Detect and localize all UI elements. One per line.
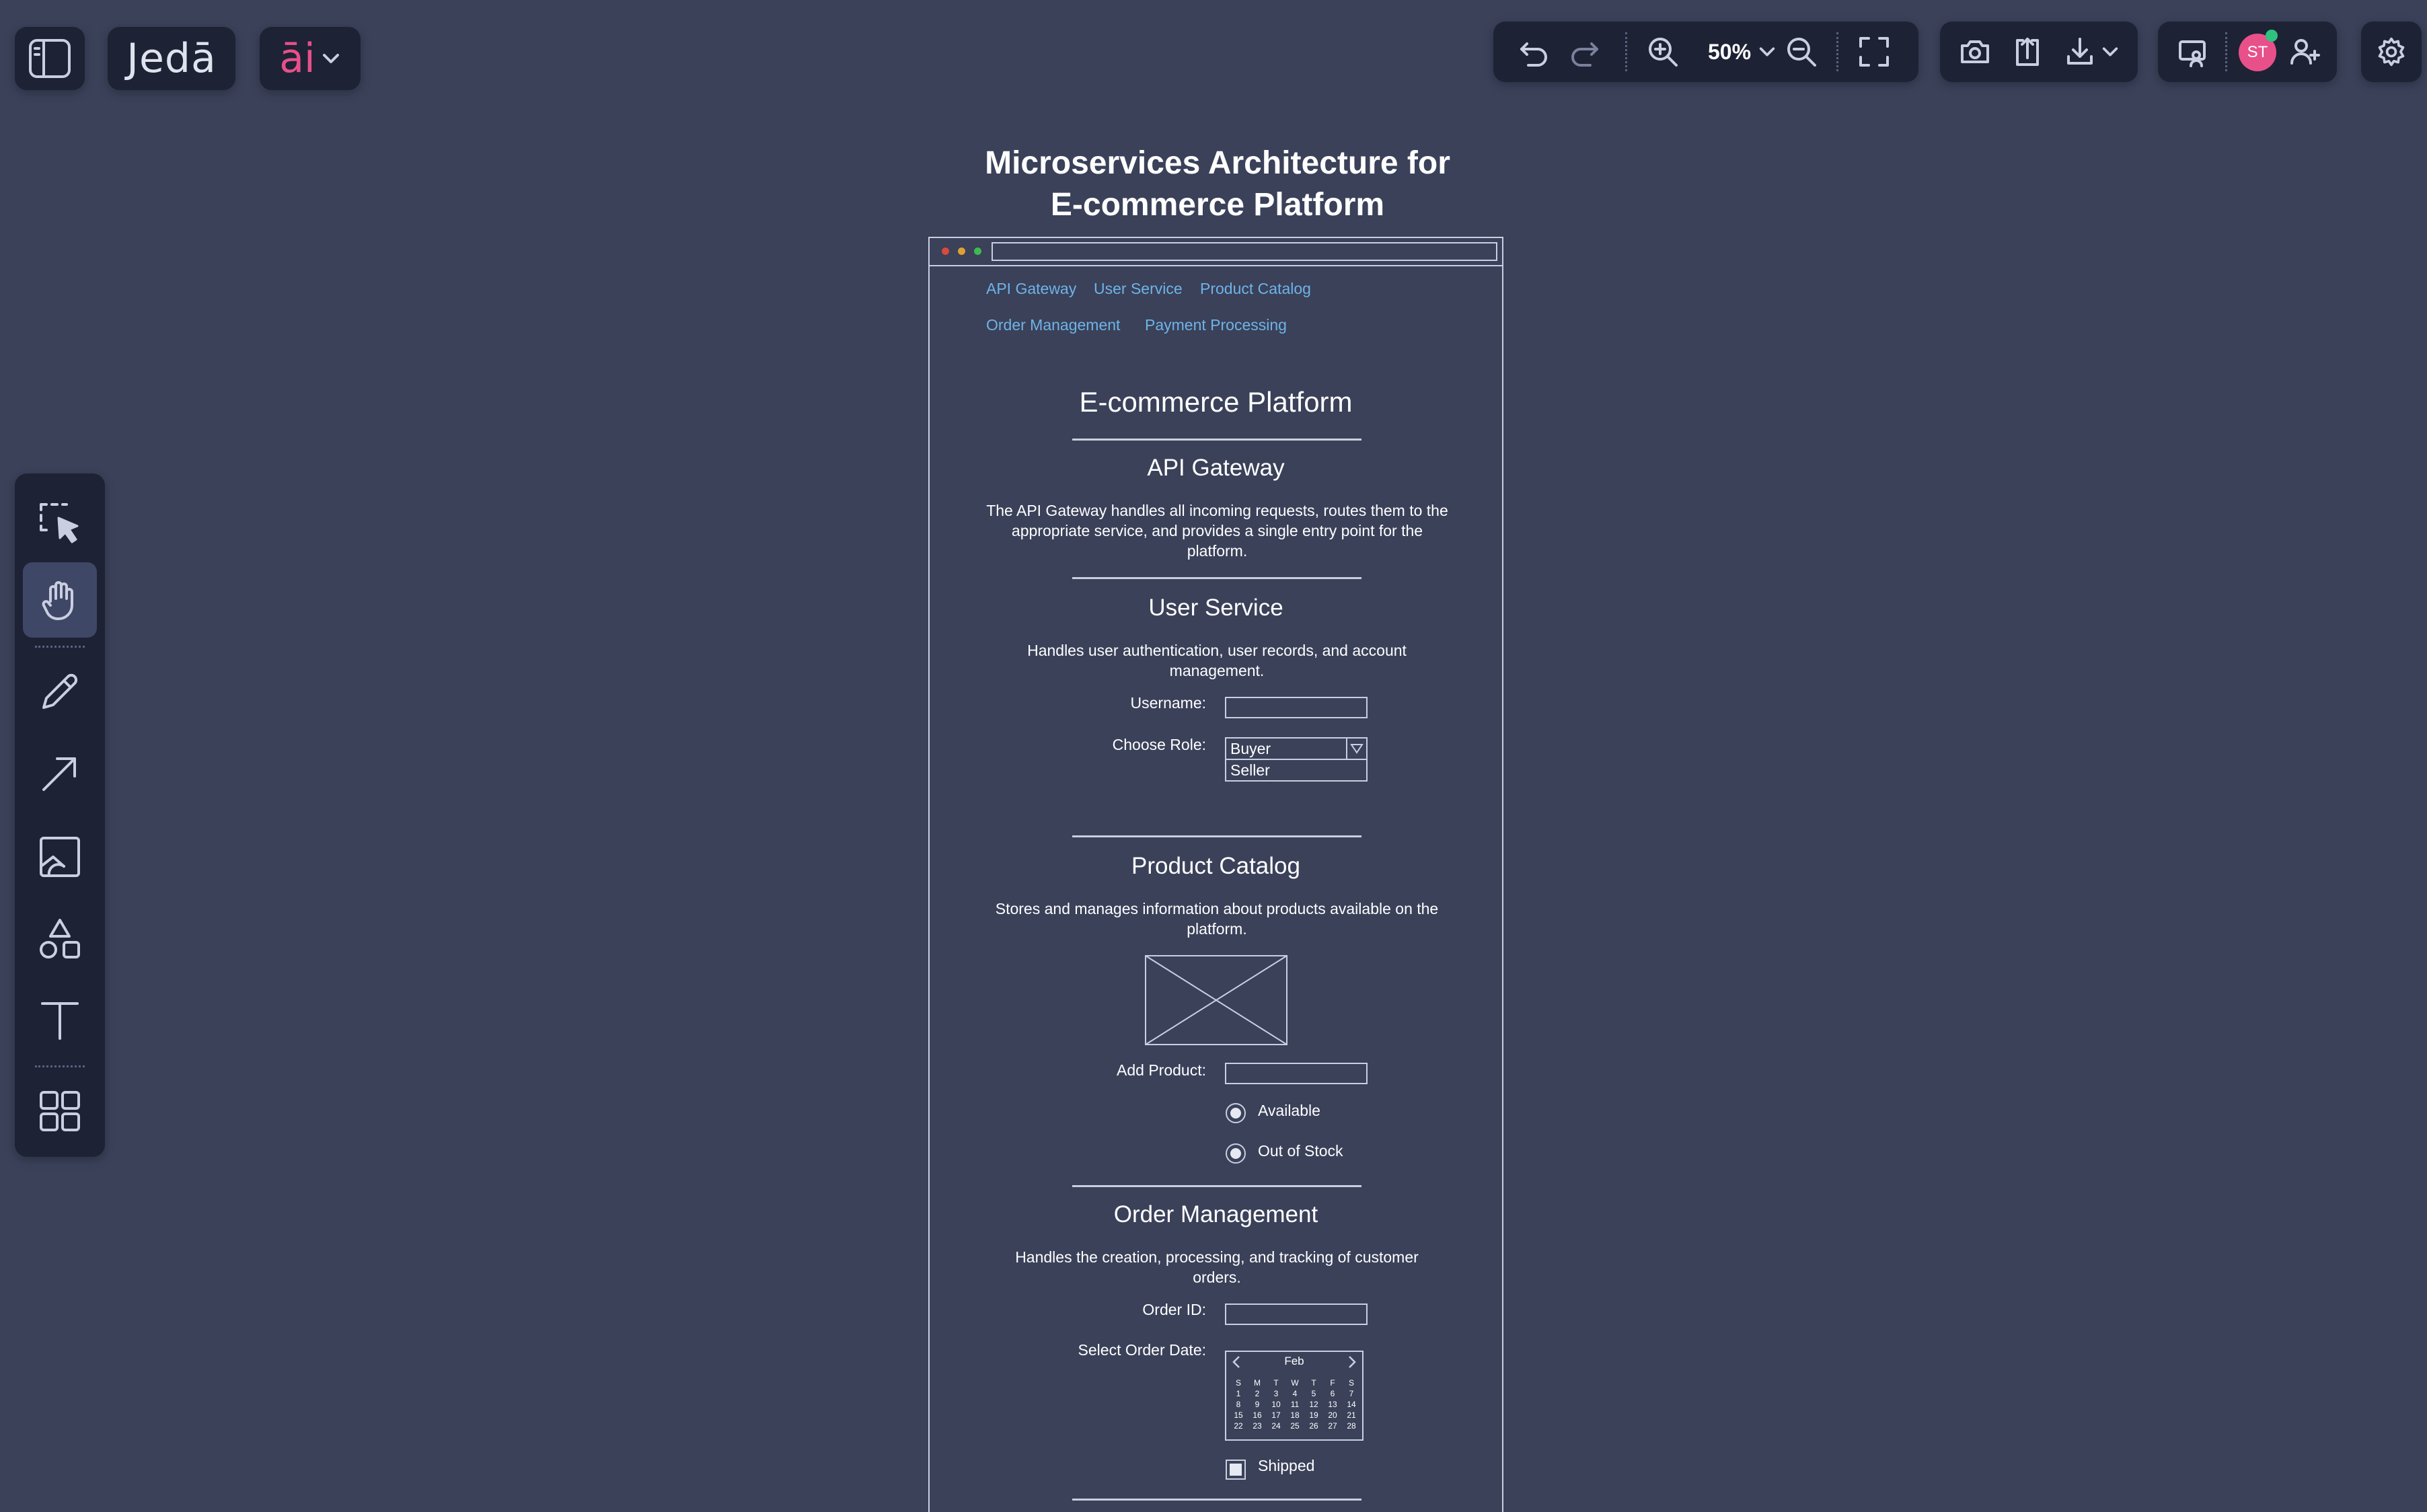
camera-icon	[1958, 35, 1992, 69]
calendar-day[interactable]: 2	[1255, 1389, 1260, 1398]
image-tool[interactable]	[23, 821, 97, 893]
zoom-in-button[interactable]	[1643, 32, 1683, 72]
calendar-day[interactable]: 10	[1271, 1400, 1281, 1409]
arrow-tool[interactable]	[23, 737, 97, 810]
window-close-dot	[942, 248, 949, 255]
brand-logo[interactable]	[108, 27, 235, 90]
avatar-initials: ST	[2247, 43, 2268, 61]
calendar-grid	[1229, 1377, 1361, 1431]
calendar-day[interactable]: 20	[1328, 1410, 1337, 1420]
nav-link-api-gateway[interactable]: API Gateway	[986, 280, 1077, 297]
url-bar	[992, 242, 1497, 261]
window-maximize-dot	[974, 248, 981, 255]
calendar-day[interactable]: 6	[1330, 1389, 1335, 1398]
select-tool[interactable]	[23, 487, 97, 560]
calendar-day[interactable]: 4	[1292, 1389, 1298, 1398]
text-tool[interactable]	[23, 983, 97, 1056]
calendar-day[interactable]: 3	[1273, 1389, 1279, 1398]
calendar-day[interactable]: 21	[1347, 1410, 1356, 1420]
redo-icon	[1567, 34, 1602, 69]
image-icon	[37, 834, 83, 880]
calendar-day[interactable]: 23	[1253, 1421, 1262, 1431]
diagram-title-line-1: Microservices Architecture for	[985, 145, 1450, 181]
calendar-day[interactable]: 12	[1309, 1400, 1318, 1409]
role-select[interactable]	[1225, 737, 1368, 760]
calendar-weekday: T	[1273, 1378, 1279, 1388]
add-product-input[interactable]	[1225, 1063, 1368, 1084]
calendar-day[interactable]: 25	[1290, 1421, 1300, 1431]
calendar-day[interactable]: 15	[1234, 1410, 1243, 1420]
undo-icon	[1516, 34, 1551, 69]
section-description-product-catalog: Stores and manages information about products available on the platform.	[995, 900, 1439, 938]
download-dropdown[interactable]	[2054, 32, 2128, 72]
calendar-day[interactable]: 28	[1347, 1421, 1356, 1431]
chevron-right-icon[interactable]	[1346, 1355, 1358, 1369]
section-heading-product-catalog: Product Catalog	[1131, 853, 1300, 879]
undo-button[interactable]	[1514, 32, 1554, 72]
wireframe-browser-frame[interactable]	[928, 237, 1503, 1512]
calendar-day[interactable]: 1	[1236, 1389, 1241, 1398]
calendar-day[interactable]: 8	[1236, 1400, 1241, 1409]
sidebar-icon	[28, 36, 72, 81]
zoom-level-dropdown[interactable]	[1688, 32, 1796, 72]
calendar-day[interactable]: 27	[1328, 1421, 1337, 1431]
file-upload-icon	[2011, 35, 2044, 69]
select-icon	[36, 499, 84, 547]
screenshot-button[interactable]	[1955, 32, 1995, 72]
section-description-user-service: Handles user authentication, user records, and account management.	[1027, 642, 1407, 679]
history-zoom-toolbar	[1493, 22, 1918, 82]
hand-tool[interactable]	[23, 562, 97, 638]
role-option-seller-label: Seller	[1230, 761, 1270, 779]
export-toolbar	[1940, 22, 2138, 82]
zoom-in-icon	[1645, 34, 1680, 69]
shipped-checkbox[interactable]	[1226, 1460, 1246, 1480]
calendar-day[interactable]: 19	[1309, 1410, 1318, 1420]
brand-wordmark: Jedā	[126, 35, 217, 82]
order-id-label: Order ID:	[1142, 1301, 1206, 1318]
nav-link-order-management[interactable]: Order Management	[986, 316, 1121, 334]
choose-role-label: Choose Role:	[1112, 736, 1206, 753]
image-placeholder-icon	[1145, 955, 1287, 1045]
calendar-day[interactable]: 26	[1309, 1421, 1318, 1431]
redo-button[interactable]	[1565, 32, 1605, 72]
calendar-day[interactable]: 5	[1311, 1389, 1316, 1398]
radio-available-label: Available	[1258, 1102, 1320, 1119]
ai-menu-button[interactable]	[260, 27, 361, 90]
pencil-icon	[37, 669, 83, 714]
calendar-day[interactable]: 14	[1347, 1400, 1356, 1409]
calendar-day[interactable]: 18	[1290, 1410, 1300, 1420]
arrow-icon	[37, 751, 83, 796]
calendar-day[interactable]: 16	[1253, 1410, 1262, 1420]
add-product-label: Add Product:	[1117, 1061, 1206, 1079]
components-tool[interactable]	[23, 1075, 97, 1147]
ai-label: āi	[279, 35, 315, 82]
shipped-label: Shipped	[1258, 1457, 1315, 1474]
date-picker-calendar[interactable]	[1225, 1351, 1364, 1441]
present-button[interactable]	[2173, 32, 2213, 72]
section-heading-user-service: User Service	[1148, 595, 1283, 621]
shapes-icon	[37, 916, 83, 962]
zoom-level-value: 50%	[1707, 39, 1752, 64]
section-heading-api-gateway: API Gateway	[1147, 455, 1285, 481]
calendar-month: Feb	[1284, 1355, 1304, 1367]
settings-button[interactable]	[2361, 22, 2422, 82]
tool-rail	[15, 474, 105, 1157]
gear-icon	[2376, 36, 2407, 67]
calendar-weekday: F	[1330, 1378, 1335, 1388]
download-icon	[2063, 35, 2097, 69]
diagram-title[interactable]	[928, 143, 1507, 226]
section-heading-order-management: Order Management	[1113, 1201, 1318, 1227]
image-placeholder	[1145, 955, 1287, 1045]
zoom-out-button[interactable]	[1781, 32, 1822, 72]
chevron-down-icon	[321, 48, 341, 69]
section-divider	[1072, 1499, 1361, 1501]
presentation-icon	[2176, 35, 2210, 69]
username-input[interactable]	[1225, 697, 1368, 718]
zoom-out-icon	[1784, 34, 1819, 69]
fullscreen-icon	[1857, 34, 1892, 69]
window-minimize-dot	[958, 248, 965, 255]
section-divider	[1072, 835, 1361, 837]
components-icon	[37, 1088, 83, 1134]
sidebar-toggle-button[interactable]	[15, 27, 85, 90]
order-date-label: Select Order Date:	[1078, 1341, 1206, 1359]
shapes-tool[interactable]	[23, 903, 97, 975]
select-dropdown-button[interactable]	[1346, 739, 1366, 759]
text-icon	[37, 997, 83, 1043]
online-status-dot	[2266, 30, 2278, 42]
fit-screen-button[interactable]	[1854, 32, 1894, 72]
order-id-input[interactable]	[1225, 1303, 1368, 1325]
nav-link-user-service[interactable]: User Service	[1094, 280, 1183, 297]
hand-icon	[37, 577, 83, 623]
browser-bar	[930, 238, 1502, 266]
calendar-day[interactable]: 17	[1271, 1410, 1281, 1420]
calendar-weekday: S	[1348, 1378, 1354, 1388]
calendar-day[interactable]: 11	[1290, 1400, 1300, 1409]
section-divider	[1072, 439, 1361, 441]
radio-out-of-stock-label: Out of Stock	[1258, 1142, 1343, 1160]
triangle-down-icon	[1350, 743, 1364, 754]
section-divider	[1072, 1185, 1361, 1187]
page-heading: E-commerce Platform	[1079, 386, 1353, 418]
collaboration-toolbar	[2158, 22, 2337, 82]
add-collaborator-button[interactable]	[2284, 32, 2325, 72]
upload-button[interactable]	[2007, 32, 2048, 72]
calendar-weekday: S	[1235, 1378, 1241, 1388]
diagram-title-line-2: E-commerce Platform	[1050, 187, 1385, 223]
chevron-down-icon	[2101, 42, 2120, 61]
section-description-order-management: Handles the creation, processing, and tracking of customer orders.	[1015, 1248, 1419, 1286]
calendar-weekday: W	[1291, 1378, 1299, 1388]
pencil-tool[interactable]	[23, 655, 97, 728]
role-option-buyer: Buyer	[1230, 740, 1271, 757]
section-description-api-gateway: The API Gateway handles all incoming requests, routes them to the appropriate service, and provides a single entry point for the platform.	[986, 502, 1448, 560]
chevron-down-icon	[1758, 42, 1777, 61]
role-option-seller[interactable]	[1225, 759, 1368, 782]
calendar-weekday: M	[1254, 1378, 1261, 1388]
calendar-day[interactable]: 22	[1234, 1421, 1243, 1431]
calendar-day[interactable]: 7	[1349, 1389, 1354, 1398]
calendar-day[interactable]: 24	[1271, 1421, 1281, 1431]
section-divider	[1072, 577, 1361, 579]
radio-out-of-stock[interactable]	[1226, 1143, 1246, 1164]
radio-available[interactable]	[1226, 1103, 1246, 1123]
nav-link-payment-processing[interactable]: Payment Processing	[1145, 316, 1287, 334]
nav-link-product-catalog[interactable]: Product Catalog	[1200, 280, 1311, 297]
calendar-weekday: T	[1311, 1378, 1316, 1388]
calendar-day[interactable]: 13	[1328, 1400, 1337, 1409]
add-user-icon	[2288, 35, 2321, 69]
username-label: Username:	[1130, 694, 1206, 712]
calendar-day[interactable]: 9	[1255, 1400, 1260, 1409]
